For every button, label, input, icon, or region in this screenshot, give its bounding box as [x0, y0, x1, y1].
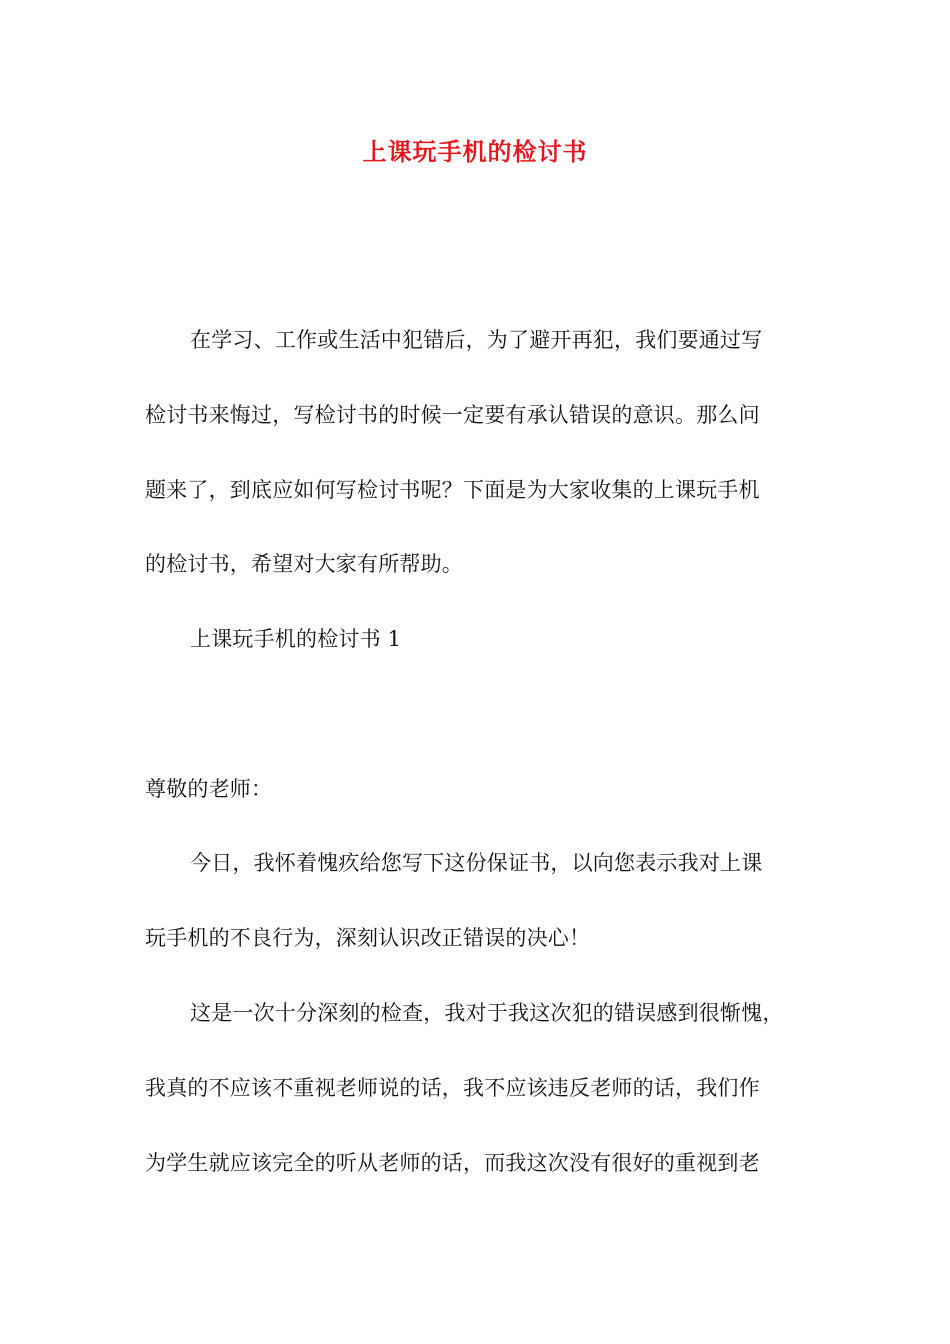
paragraph-line: 今日，我怀着愧疚给您写下这份保证书，以向您表示我对上课 [190, 851, 763, 875]
document-title: 上课玩手机的检讨书 [362, 137, 588, 166]
paragraph-line: 在学习、工作或生活中犯错后，为了避开再犯，我们要通过写 [190, 328, 763, 352]
paragraph-line: 检讨书来悔过，写检讨书的时候一定要有承认错误的意识。那么问 [145, 403, 760, 427]
salutation: 尊敬的老师： [145, 777, 273, 801]
paragraph-line: 玩手机的不良行为，深刻认识改正错误的决心！ [145, 926, 591, 950]
paragraph-line: 这是一次十分深刻的检查，我对于我这次犯的错误感到很惭愧， [190, 1001, 784, 1025]
section-heading: 上课玩手机的检讨书 1 [190, 627, 402, 651]
paragraph-line: 为学生就应该完全的听从老师的话，而我这次没有很好的重视到老 [145, 1151, 760, 1175]
paragraph-line: 题来了，到底应如何写检讨书呢？下面是为大家收集的上课玩手机 [145, 478, 760, 502]
paragraph-line: 我真的不应该不重视老师说的话，我不应该违反老师的话，我们作 [145, 1076, 760, 1100]
paragraph-line: 的检讨书，希望对大家有所帮助。 [145, 552, 463, 576]
